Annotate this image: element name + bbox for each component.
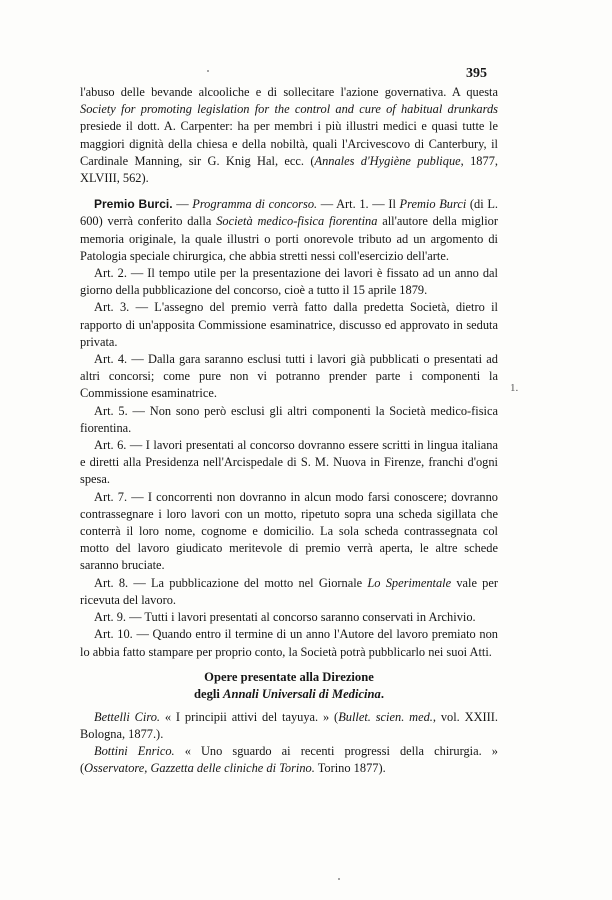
article-5: Art. 5. — Non sono però esclusi gli altri componenti la Società medico-fisica fiorentina. (80, 403, 498, 435)
intro-paragraph (80, 84, 498, 187)
premio-paragraph (80, 196, 498, 265)
margin-mark: 1. (510, 382, 519, 394)
section-heading-line-2 (80, 686, 498, 703)
speck (338, 878, 340, 880)
section-heading-end: . (380, 686, 384, 701)
work-author: Bettelli Ciro. (94, 709, 160, 724)
article-6: Art. 6. — I lavori presentati al concorso dovranno essere scritti in lingua italiana e diretti alla Presidenza nell'Arcispedale di S. M. Nuova in Firenze, franchi d'ogni spesa. (80, 438, 498, 487)
section-heading-prefix: degli (194, 686, 224, 701)
premio-name: Premio Burci (399, 197, 467, 212)
society-name: Society for promoting legislation for the control and cure of habitual drunkards (80, 102, 498, 117)
intro-source: Annales d'Hygiène publique (314, 153, 461, 168)
article-8 (80, 575, 498, 609)
article-10: Art. 10. — Quando entro il termine di un anno l'Autore del lavoro premiato non lo abbia fatto stampare per proprio conto, la Società potrà pubblicarlo nei suoi Atti. (80, 627, 498, 659)
journal-title: Annali Universali di Medicina (223, 686, 381, 701)
article-9: Art. 9. — Tutti i lavori presentati al concorso saranno conservati in Archivio. (94, 610, 476, 625)
speck (207, 70, 209, 72)
intro-text-2: presiede il dott. A. Carpenter: ha per membri i più illustri medici e quasi tutte le maggiori dignità della chiesa e della nobiltà, quali l'Arcivescovo di Canterbury, il Cardinale Manning, sir G. Knig Hal, ecc. ( (80, 119, 498, 168)
work-source: Osservatore, Gazzetta delle cliniche di Torino. (84, 761, 315, 776)
premio-title: Premio Burci. (94, 197, 173, 212)
intro-text-1: l'abuso delle bevande alcooliche e di sollecitare l'azione governativa. A questa (80, 85, 498, 99)
section-heading (80, 669, 498, 703)
premio-text-1: — Art. 1. — Il (317, 197, 400, 212)
page-number: 395 (466, 66, 487, 81)
article-8-text-1: Art. 8. — La pubblicazione del motto nel Giornale (94, 575, 368, 590)
article-4: Art. 4. — Dalla gara saranno esclusi tutti i lavori già pubblicati o presentati ad altri concorsi; come pure non vi potranno prender parte i componenti la Commissione esaminatrice. (80, 352, 498, 401)
section-heading-line-1: Opere presentate alla Direzione (204, 669, 374, 684)
work-entry (80, 743, 498, 777)
premio-text-2: (di L. 600) verrà conferito dalla (80, 197, 498, 229)
premio-dash: — (172, 197, 193, 212)
work-title: « I principii attivi del tayuya. » ( (160, 709, 339, 724)
work-details: Torino 1877). (314, 761, 386, 776)
article-8-journal: Lo Sperimentale (367, 575, 452, 590)
text-body (80, 84, 498, 778)
premio-subtitle: Programma di concorso. (192, 197, 318, 212)
work-title: « Uno sguardo ai recenti progressi della chirurgia. » ( (80, 744, 498, 776)
work-source: Bullet. scien. med. (338, 709, 433, 724)
work-details: , vol. XXIII. Bologna, 1877.). (80, 709, 498, 741)
premio-society: Società medico-fisica fiorentina (216, 214, 378, 229)
article-2: Art. 2. — Il tempo utile per la presentazione dei lavori è fissato ad un anno dal giorno della pubblicazione del concorso, cioè a tutto il 15 aprile 1879. (80, 266, 498, 298)
article-7: Art. 7. — I concorrenti non dovranno in alcun modo farsi conoscere; dovranno contrassegnare i loro lavori con un motto, ripetuto sopra una scheda sigillata che conterrà il loro nome, cognome e domicilio. La sola scheda contrassegnata col motto del lavoro giudicato meritevole di premio verrà aperta, le altre schede saranno bruciate. (80, 489, 498, 573)
article-8-text-2: vale per ricevuta del lavoro. (80, 575, 498, 607)
work-entry (80, 709, 498, 743)
premio-text-3: all'autore della miglior memoria originale, la quale illustri o porti onorevole tributo ad un argomento di Patologia speciale chirurgica, che abbia stretti nessi coll'esercizio dell'arte. (80, 214, 498, 263)
work-author: Bottini Enrico. (94, 744, 175, 759)
article-3: Art. 3. — L'assegno del premio verrà fatto dalla predetta Società, dietro il rapporto di un'apposita Commissione esaminatrice, discusso ed approvato in seduta privata. (80, 300, 498, 349)
intro-text-3: , 1877, XLVIII, 562). (80, 153, 498, 186)
